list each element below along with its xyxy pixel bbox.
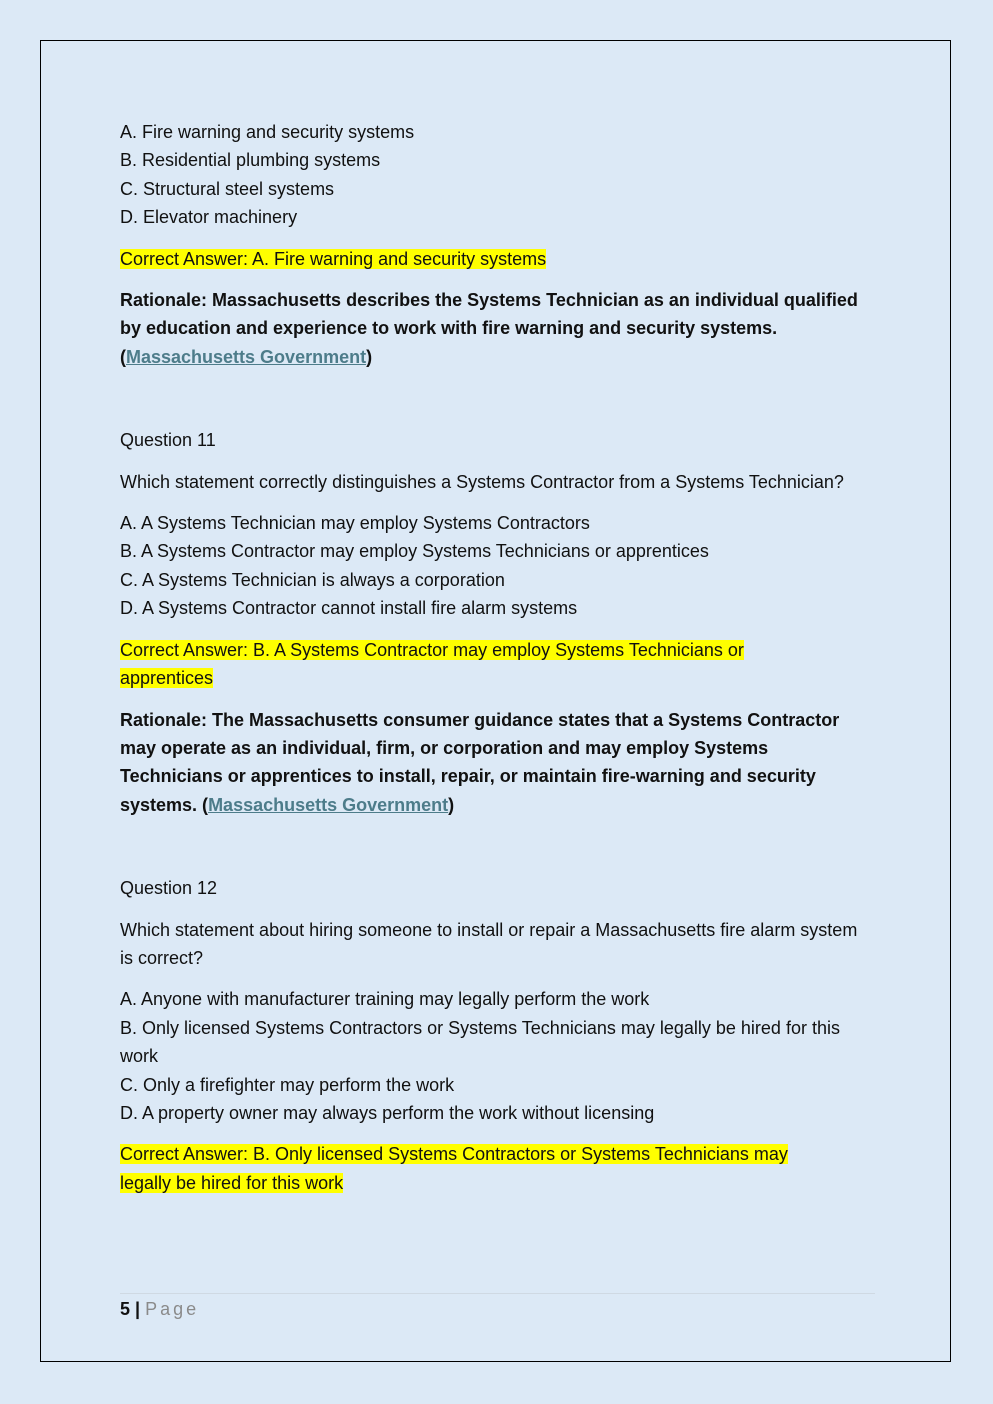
q12-options <box>120 985 875 1127</box>
q11-option-c: C. A Systems Technician is always a corporation <box>120 569 505 590</box>
page-number: 5 <box>120 1299 131 1319</box>
q10-option-d: D. Elevator machinery <box>120 207 298 228</box>
q11-rationale <box>120 706 875 820</box>
page-label: Page <box>145 1299 200 1319</box>
q10-correct-answer <box>120 245 875 273</box>
q11-option-d: D. A Systems Contractor cannot install fire alarm systems <box>120 598 578 619</box>
q11-rationale-text: Rationale: The Massachusetts consumer guidance states that a Systems Contractor may operate as an individual, firm, or corporation and may employ Systems Technicians or apprentices to install, repair, or maintain fire-warning and security systems. ( <box>120 709 840 815</box>
q12-correct-answer <box>120 1140 875 1197</box>
q11-rationale-close: ) <box>448 794 455 815</box>
page-content <box>120 118 875 1197</box>
q11-option-a: A. A Systems Technician may employ Systems Contractors <box>120 513 590 534</box>
q10-answer-highlight: Correct Answer: A. Fire warning and security systems <box>120 248 547 269</box>
q12-option-d: D. A property owner may always perform the work without licensing <box>120 1102 655 1123</box>
q12-heading: Question 12 <box>120 878 218 899</box>
footer-separator: | <box>135 1299 141 1319</box>
q12-option-a: A. Anyone with manufacturer training may legally perform the work <box>120 989 650 1010</box>
q11-heading: Question 11 <box>120 430 216 451</box>
q12-stem: Which statement about hiring someone to install or repair a Massachusetts fire alarm system is correct? <box>120 919 858 968</box>
q11-source-link[interactable]: Massachusetts Government <box>208 794 449 815</box>
q12-option-c: C. Only a firefighter may perform the work <box>120 1074 455 1095</box>
q12-answer-highlight-1: Correct Answer: B. Only licensed Systems Contractors or Systems Technicians may <box>120 1144 788 1165</box>
q10-options <box>120 118 875 232</box>
q11-correct-answer <box>120 636 875 693</box>
page-footer <box>120 1293 875 1322</box>
q10-option-b: B. Residential plumbing systems <box>120 150 381 171</box>
q10-rationale <box>120 286 875 371</box>
q11-answer-highlight-2: apprentices <box>120 668 214 689</box>
q10-rationale-close: ) <box>366 346 373 367</box>
q11-option-b: B. A Systems Contractor may employ Systems Technicians or apprentices <box>120 541 709 562</box>
q11-stem: Which statement correctly distinguishes a Systems Contractor from a Systems Technician? <box>120 471 844 492</box>
q10-rationale-text: Rationale: Massachusetts describes the Systems Technician as an individual qualified by education and experience to work with fire warning and security systems. ( <box>120 290 858 367</box>
q11-answer-highlight-1: Correct Answer: B. A Systems Contractor may employ Systems Technicians or <box>120 639 744 660</box>
q10-option-c: C. Structural steel systems <box>120 178 335 199</box>
q11-options <box>120 509 875 623</box>
q12-option-b: B. Only licensed Systems Contractors or Systems Technicians may legally be hired for this work <box>120 1017 840 1067</box>
q10-option-a: A. Fire warning and security systems <box>120 122 415 142</box>
q12-answer-highlight-2: legally be hired for this work <box>120 1172 344 1193</box>
q10-source-link[interactable]: Massachusetts Government <box>126 346 367 367</box>
